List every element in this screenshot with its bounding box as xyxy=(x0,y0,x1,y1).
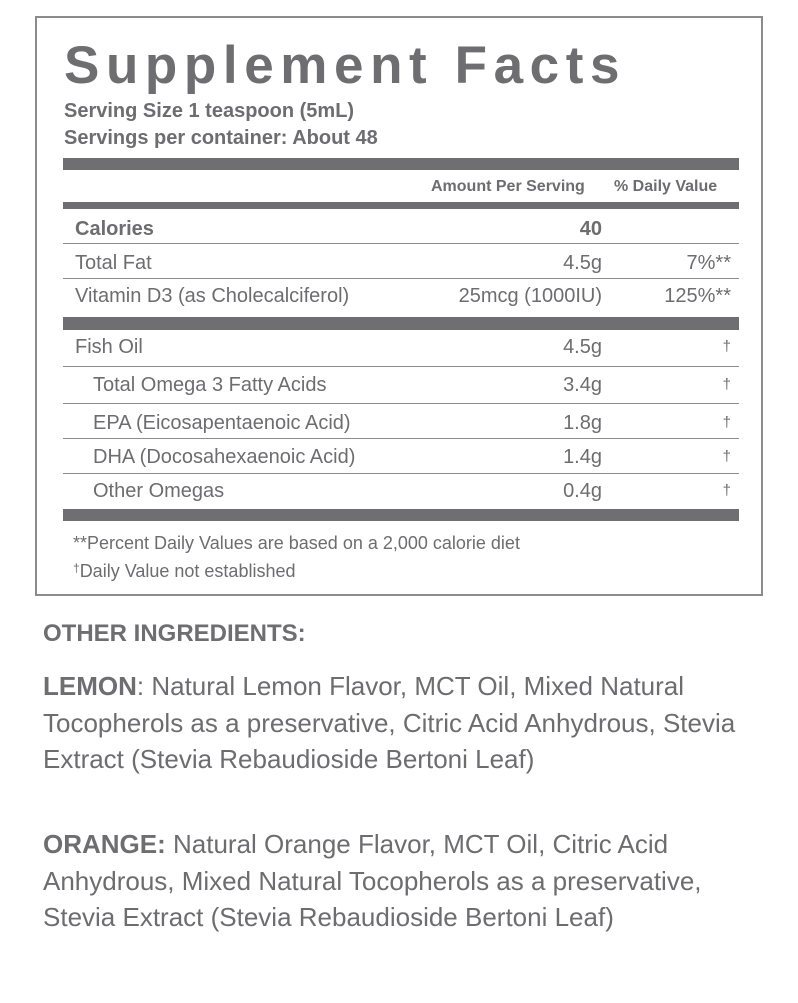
nutrient-amount: 4.5g xyxy=(563,252,602,274)
nutrient-daily-value: † xyxy=(722,482,731,499)
footnote-text: Daily Value not established xyxy=(79,561,296,581)
row-divider xyxy=(63,243,739,244)
nutrient-name: Calories xyxy=(75,218,154,240)
other-ingredients-heading: OTHER INGREDIENTS: xyxy=(43,620,306,647)
nutrient-daily-value: † xyxy=(722,338,731,355)
row-divider xyxy=(63,438,739,439)
nutrient-amount: 40 xyxy=(579,218,602,240)
nutrient-name: Fish Oil xyxy=(75,336,143,358)
thick-divider xyxy=(63,509,739,521)
header-divider xyxy=(63,202,739,209)
orange-ingredients xyxy=(43,826,763,936)
row-divider xyxy=(63,473,739,474)
nutrient-amount: 1.8g xyxy=(563,412,602,434)
nutrient-daily-value: † xyxy=(722,448,731,465)
nutrient-amount: 25mcg (1000IU) xyxy=(458,285,602,307)
footnote-daily-values: **Percent Daily Values are based on a 2,000 calorie diet xyxy=(73,533,520,553)
nutrient-amount: 0.4g xyxy=(563,480,602,502)
row-divider xyxy=(63,366,739,367)
supplement-facts-panel xyxy=(35,16,763,596)
thick-divider xyxy=(63,317,739,330)
nutrient-name: Total Omega 3 Fatty Acids xyxy=(93,374,327,396)
orange-text: Natural Orange Flavor, MCT Oil, Citric Acid Anhydrous, Mixed Natural Tocopherols as a preservative, Stevia Extract (Stevia Rebaudioside Bertoni Leaf) xyxy=(43,829,702,932)
nutrient-name: Total Fat xyxy=(75,252,152,274)
header-amount-per-serving: Amount Per Serving xyxy=(431,178,585,195)
nutrient-amount: 1.4g xyxy=(563,446,602,468)
nutrient-name: EPA (Eicosapentaenoic Acid) xyxy=(93,412,351,434)
lemon-label: LEMON xyxy=(43,671,137,701)
orange-label: ORANGE: xyxy=(43,829,166,859)
nutrient-name: DHA (Docosahexaenoic Acid) xyxy=(93,446,356,468)
dagger-mark: † xyxy=(73,561,80,575)
serving-size: Serving Size 1 teaspoon (5mL) xyxy=(64,100,355,122)
nutrient-name: Other Omegas xyxy=(93,480,225,502)
nutrient-daily-value: † xyxy=(722,376,731,393)
facts-title: Supplement Facts xyxy=(64,36,627,95)
thick-divider xyxy=(63,158,739,170)
nutrient-name: Vitamin D3 (as Cholecalciferol) xyxy=(75,285,350,307)
footnote-not-established xyxy=(73,556,296,583)
servings-per-container: Servings per container: About 48 xyxy=(64,127,378,149)
nutrient-amount: 4.5g xyxy=(563,336,602,358)
nutrient-daily-value: 125%** xyxy=(664,285,731,307)
nutrient-amount: 3.4g xyxy=(563,374,602,396)
header-daily-value: % Daily Value xyxy=(614,178,718,195)
row-divider xyxy=(63,278,739,279)
nutrient-daily-value: † xyxy=(722,414,731,431)
row-divider xyxy=(63,403,739,404)
lemon-ingredients xyxy=(43,668,763,778)
lemon-text: : Natural Lemon Flavor, MCT Oil, Mixed Natural Tocopherols as a preservative, Citric Acid Anhydrous, Stevia Extract (Stevia Rebaudioside Bertoni Leaf) xyxy=(43,671,736,774)
nutrient-daily-value: 7%** xyxy=(686,252,731,274)
